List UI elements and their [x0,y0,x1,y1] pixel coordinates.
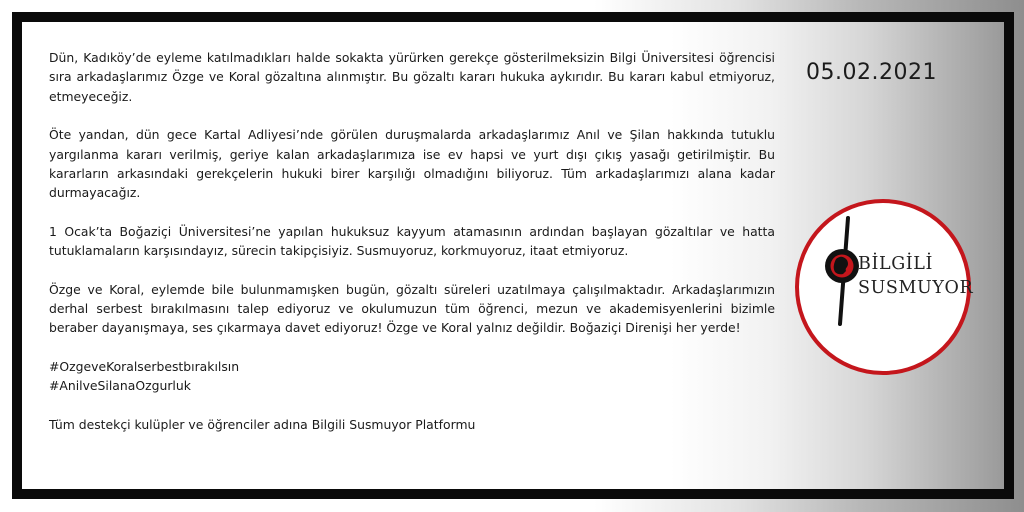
document-frame [12,12,1014,499]
paragraph-2: Öte yandan, dün gece Kartal Adliyesi’nde görülen duruşmalarda arkadaşlarımız Anıl ve Şilan hakkında tutuklu yargılanma kararı verilmiş, geriye kalan arkadaşlarımıza ise ev hapsi ve yurt dışı çıkış yasağı getirilmiştir. Bu kararların arkasındaki gerekçelerin hukuki birer karşılığı olmadığını biliyoruz. Tüm arkadaşlarımızı alana kadar durmayacağız. [49,127,775,201]
paragraph-1: Dün, Kadıköy’de eyleme katılmadıkları halde sokakta yürürken gerekçe gösterilmeksizin Bilgi Üniversitesi öğrencisi sıra arkadaşlarımız Özge ve Koral gözaltına alınmıştır. Bu gözaltı kararı hukuka aykırıdır. Bu kararı kabul etmiyoruz, etmeyeceğiz. [49,50,775,104]
statement-text [49,48,775,453]
logo-text-line1: BİLGİLİ [858,254,934,274]
date: 05.02.2021 [806,60,937,85]
bilgili-susmuyor-logo [792,196,974,378]
hashtag-block [49,357,775,396]
paragraph-4: Özge ve Koral, eylemde bile bulunmamışken bugün, gözaltı süreleri uzatılmaya çalışılmaktadır. Arkadaşlarımızın derhal serbest bırakılmasını talep ediyoruz ve okulumuzun tüm öğrenci, mezun ve akademisyenlerini bizimle beraber dayanışmaya, ses çıkarmaya davet ediyoruz! Özge ve Koral yalnız değildir. Boğaziçi Direnişi her yerde! [49,281,775,336]
hashtag-1[interactable]: #OzgeveKoralserbestbırakılsın [49,358,240,374]
logo-text-line2: SUSMUYOR [858,278,974,298]
signature: Tüm destekçi kulüpler ve öğrenciler adına Bilgili Susmuyor Platformu [49,416,476,432]
hashtag-2[interactable]: #AnilveSilanaOzgurluk [49,378,191,394]
paragraph-3: 1 Ocak’ta Boğaziçi Üniversitesi’ne yapılan hukuksuz kayyum atamasının ardından başlayan gözaltılar ve hatta tutuklamaların karşısındayız, sürecin takipçisiyiz. Susmuyoruz, korkmuyoruz, itaat etmiyoruz. [49,223,775,259]
